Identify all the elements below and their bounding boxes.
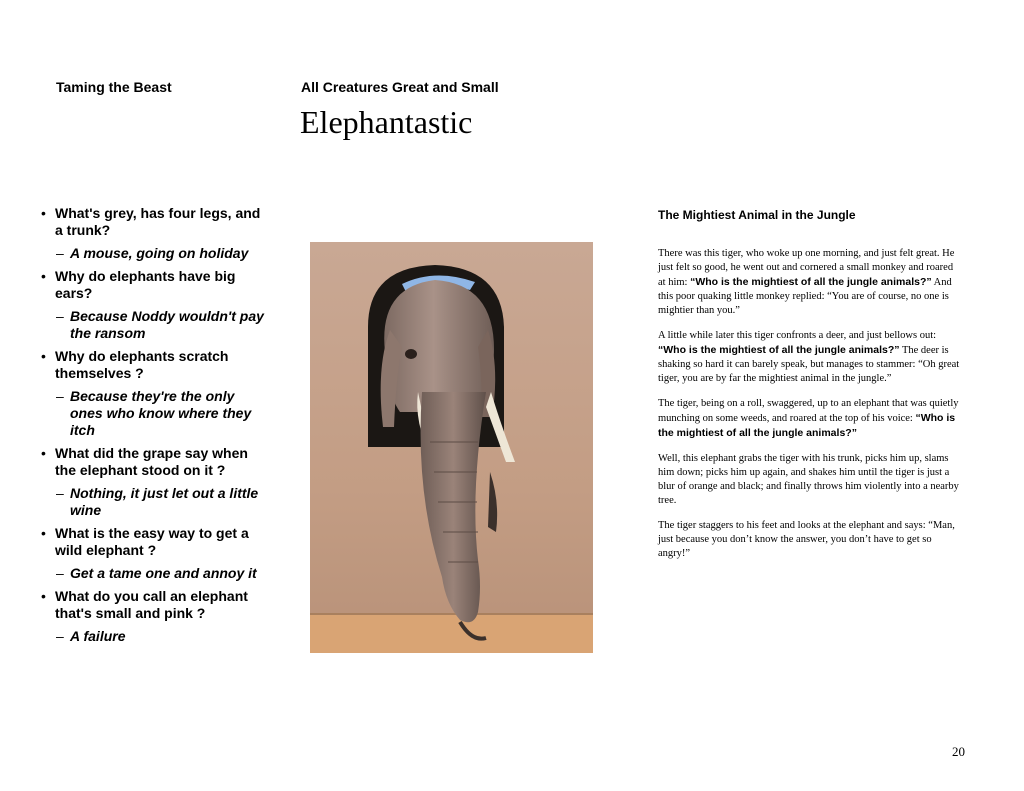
- story-paragraph: Well, this elephant grabs the tiger with his trunk, picks him up, slams him down; picks him up again, and shakes him until the tiger is just a blur of orange and black; and finally throws him violently into a nearby tree.: [658, 453, 959, 506]
- page-title: Elephantastic: [300, 104, 473, 140]
- joke-question: • What did the grape say when the elephant stood on it ?: [40, 445, 265, 479]
- joke-list: [40, 205, 265, 651]
- joke-question: • Why do elephants have big ears?: [40, 268, 265, 302]
- story-paragraph: A little while later this tiger confronts a deer, and just bellows out: “Who is the mightiest of all the jungle animals?” The deer is shaking so hard it can barely speak, but manages to stammer: “Oh great tiger, you are by far the mightiest animal in the jungle.”: [658, 330, 960, 384]
- story-text: [658, 247, 960, 572]
- joke-question: • Why do elephants scratch themselves ?: [40, 348, 265, 382]
- joke-question: • What's grey, has four legs, and a trunk?: [40, 205, 265, 239]
- subsection-header: All Creatures Great and Small: [301, 79, 499, 95]
- story-paragraph: The tiger, being on a roll, swaggered, up to an elephant that was quietly munching on some weeds, and roared at the top of his voice: “Who is the mightiest of all the jungle animals?”: [658, 398, 959, 439]
- joke-answer: – A mouse, going on holiday: [40, 245, 265, 262]
- joke-answer: – Nothing, it just let out a little wine: [40, 485, 265, 519]
- joke-answer: – Because Noddy wouldn't pay the ransom: [40, 308, 265, 342]
- joke-answer: – A failure: [40, 628, 265, 645]
- joke-question: • What do you call an elephant that's small and pink ?: [40, 588, 265, 622]
- story-title: The Mightiest Animal in the Jungle: [658, 208, 856, 222]
- story-paragraph: The tiger staggers to his feet and looks at the elephant and says: “Man, just because you don’t know the answer, you don’t have to get so angry!”: [658, 520, 955, 559]
- story-paragraph: There was this tiger, who woke up one morning, and just felt great. He just felt so good, he went out and cornered a small monkey and roared at him: “Who is the mightiest of all the jungle animals?” And this poor quaking little monkey replied: “You are of course, no one is mightier than you.”: [658, 248, 955, 316]
- page-number: 20: [952, 744, 965, 759]
- joke-answer: – Get a tame one and annoy it: [40, 565, 265, 582]
- section-header: Taming the Beast: [56, 79, 172, 95]
- joke-answer: – Because they're the only ones who know where they itch: [40, 388, 265, 439]
- joke-question: • What is the easy way to get a wild elephant ?: [40, 525, 265, 559]
- elephant-photo: [310, 242, 593, 653]
